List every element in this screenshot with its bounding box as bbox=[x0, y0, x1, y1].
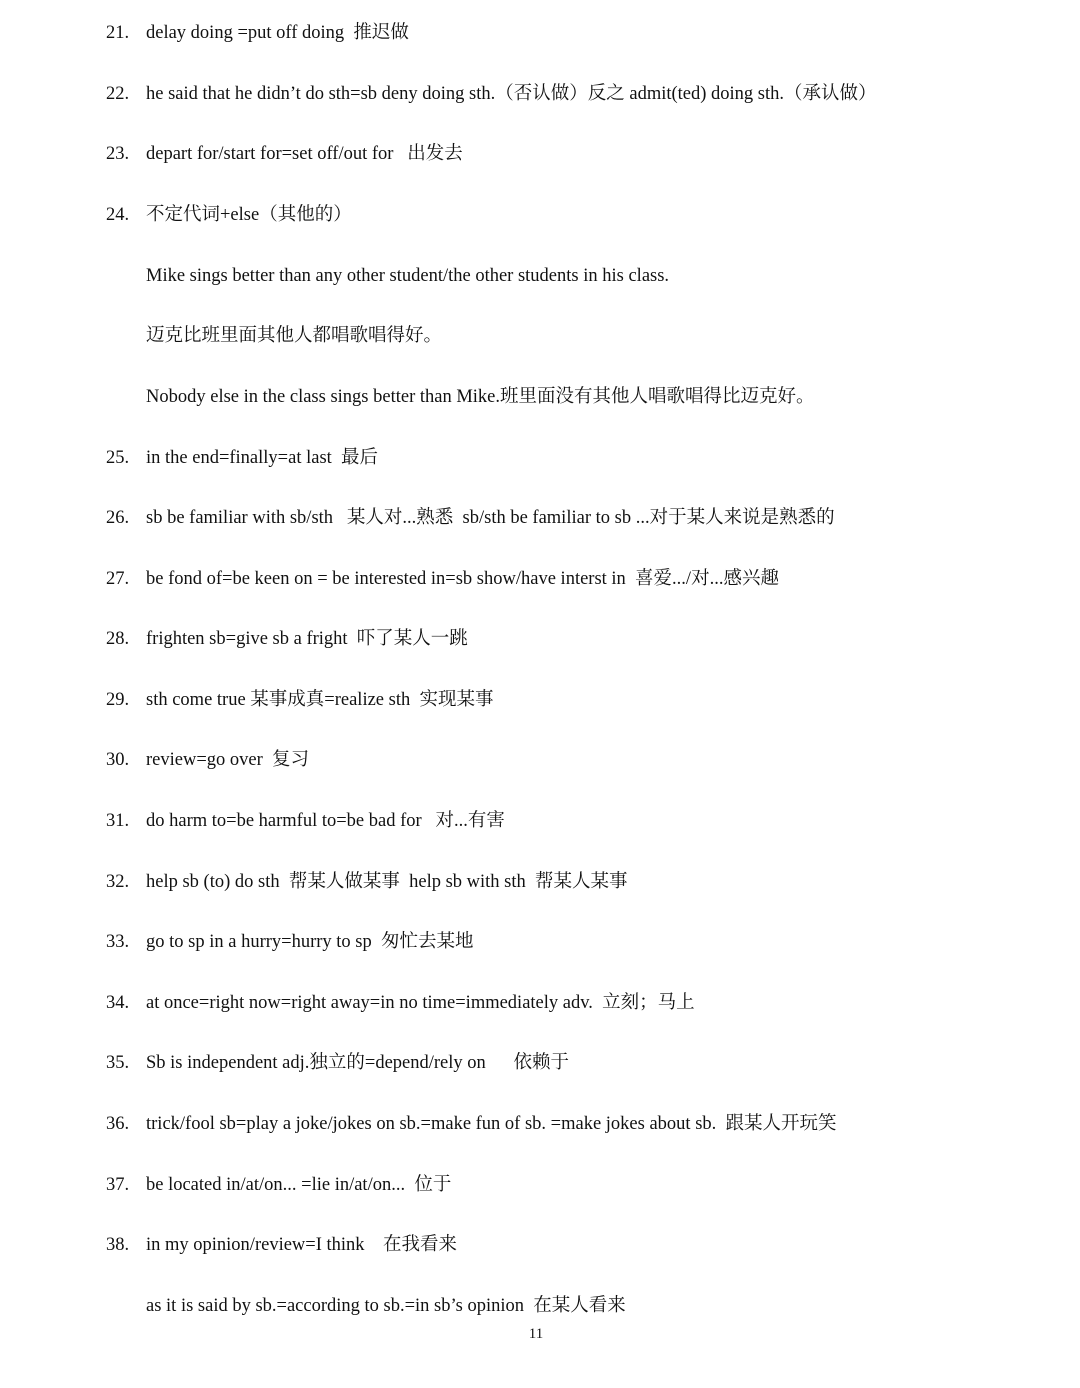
list-item-37 bbox=[106, 1170, 451, 1200]
example-sentence bbox=[146, 382, 815, 412]
item-number: 35. bbox=[106, 1053, 130, 1073]
list-item-28 bbox=[106, 624, 468, 654]
page-number: 11 bbox=[528, 1326, 544, 1342]
list-item-23 bbox=[106, 139, 463, 169]
item-text: he said that he didn’t do sth=sb deny doing sth.（否认做）反之 admit(ted) doing sth.（承认做） bbox=[146, 84, 877, 104]
item-text: Sb is independent adj.独立的=depend/rely on 依赖于 bbox=[146, 1053, 570, 1073]
item-text: sth come true 某事成真=realize sth 实现某事 bbox=[146, 690, 494, 710]
list-item-24 bbox=[106, 200, 352, 230]
item-text: 不定代词+else（其他的） bbox=[146, 205, 352, 225]
item-number: 28. bbox=[106, 629, 130, 649]
list-item-30 bbox=[106, 745, 309, 775]
list-item-34 bbox=[106, 988, 695, 1018]
item-text: trick/fool sb=play a joke/jokes on sb.=make fun of sb. =make jokes about sb. 跟某人开玩笑 bbox=[146, 1114, 837, 1134]
item-number: 38. bbox=[106, 1235, 130, 1255]
list-item-38-continuation bbox=[146, 1291, 626, 1321]
item-text: review=go over 复习 bbox=[146, 750, 310, 770]
item-text: at once=right now=right away=in no time=immediately adv. 立刻；马上 bbox=[146, 993, 695, 1013]
item-text: be located in/at/on... =lie in/at/on... 位于 bbox=[146, 1175, 452, 1195]
item-text: go to sp in a hurry=hurry to sp 匆忙去某地 bbox=[146, 932, 474, 952]
item-text: Nobody else in the class sings better than Mike.班里面没有其他人唱歌唱得比迈克好。 bbox=[146, 387, 815, 407]
item-number: 22. bbox=[106, 84, 130, 104]
list-item-27 bbox=[106, 564, 779, 594]
list-item-33 bbox=[106, 927, 473, 957]
list-item-29 bbox=[106, 685, 493, 715]
item-text: as it is said by sb.=according to sb.=in sb’s opinion 在某人看来 bbox=[146, 1296, 626, 1316]
item-number: 34. bbox=[106, 993, 130, 1013]
example-translation bbox=[146, 321, 442, 351]
item-number: 25. bbox=[106, 448, 130, 468]
item-number: 26. bbox=[106, 508, 130, 528]
item-number: 30. bbox=[106, 750, 130, 770]
item-number: 27. bbox=[106, 569, 130, 589]
list-item-21 bbox=[106, 18, 409, 48]
list-item-32 bbox=[106, 867, 628, 897]
item-text: Mike sings better than any other student/the other students in his class. bbox=[146, 266, 670, 286]
list-item-26 bbox=[106, 503, 835, 533]
list-item-35 bbox=[106, 1048, 569, 1078]
item-number: 37. bbox=[106, 1175, 130, 1195]
list-item-25 bbox=[106, 443, 378, 473]
item-number: 31. bbox=[106, 811, 130, 831]
example-sentence bbox=[146, 261, 669, 291]
item-number: 21. bbox=[106, 23, 130, 43]
item-text: sb be familiar with sb/sth 某人对...熟悉 sb/sth be familiar to sb ...对于某人来说是熟悉的 bbox=[146, 508, 835, 528]
item-text: 迈克比班里面其他人都唱歌唱得好。 bbox=[146, 326, 443, 346]
item-number: 33. bbox=[106, 932, 130, 952]
item-text: be fond of=be keen on = be interested in=sb show/have interst in 喜爱.../对...感兴趣 bbox=[146, 569, 779, 589]
item-number: 32. bbox=[106, 872, 130, 892]
list-item-36 bbox=[106, 1109, 837, 1139]
item-text: in the end=finally=at last 最后 bbox=[146, 448, 379, 468]
item-text: delay doing =put off doing 推迟做 bbox=[146, 23, 409, 43]
item-text: depart for/start for=set off/out for 出发去 bbox=[146, 144, 463, 164]
list-item-22 bbox=[106, 79, 877, 109]
item-number: 29. bbox=[106, 690, 130, 710]
item-text: help sb (to) do sth 帮某人做某事 help sb with sth 帮某人某事 bbox=[146, 872, 628, 892]
item-number: 23. bbox=[106, 144, 130, 164]
list-item-31 bbox=[106, 806, 505, 836]
item-text: do harm to=be harmful to=be bad for 对...有害 bbox=[146, 811, 505, 831]
item-number: 24. bbox=[106, 205, 130, 225]
item-number: 36. bbox=[106, 1114, 130, 1134]
list-item-38 bbox=[106, 1230, 457, 1260]
item-text: frighten sb=give sb a fright 吓了某人一跳 bbox=[146, 629, 468, 649]
item-text: in my opinion/review=I think 在我看来 bbox=[146, 1235, 458, 1255]
